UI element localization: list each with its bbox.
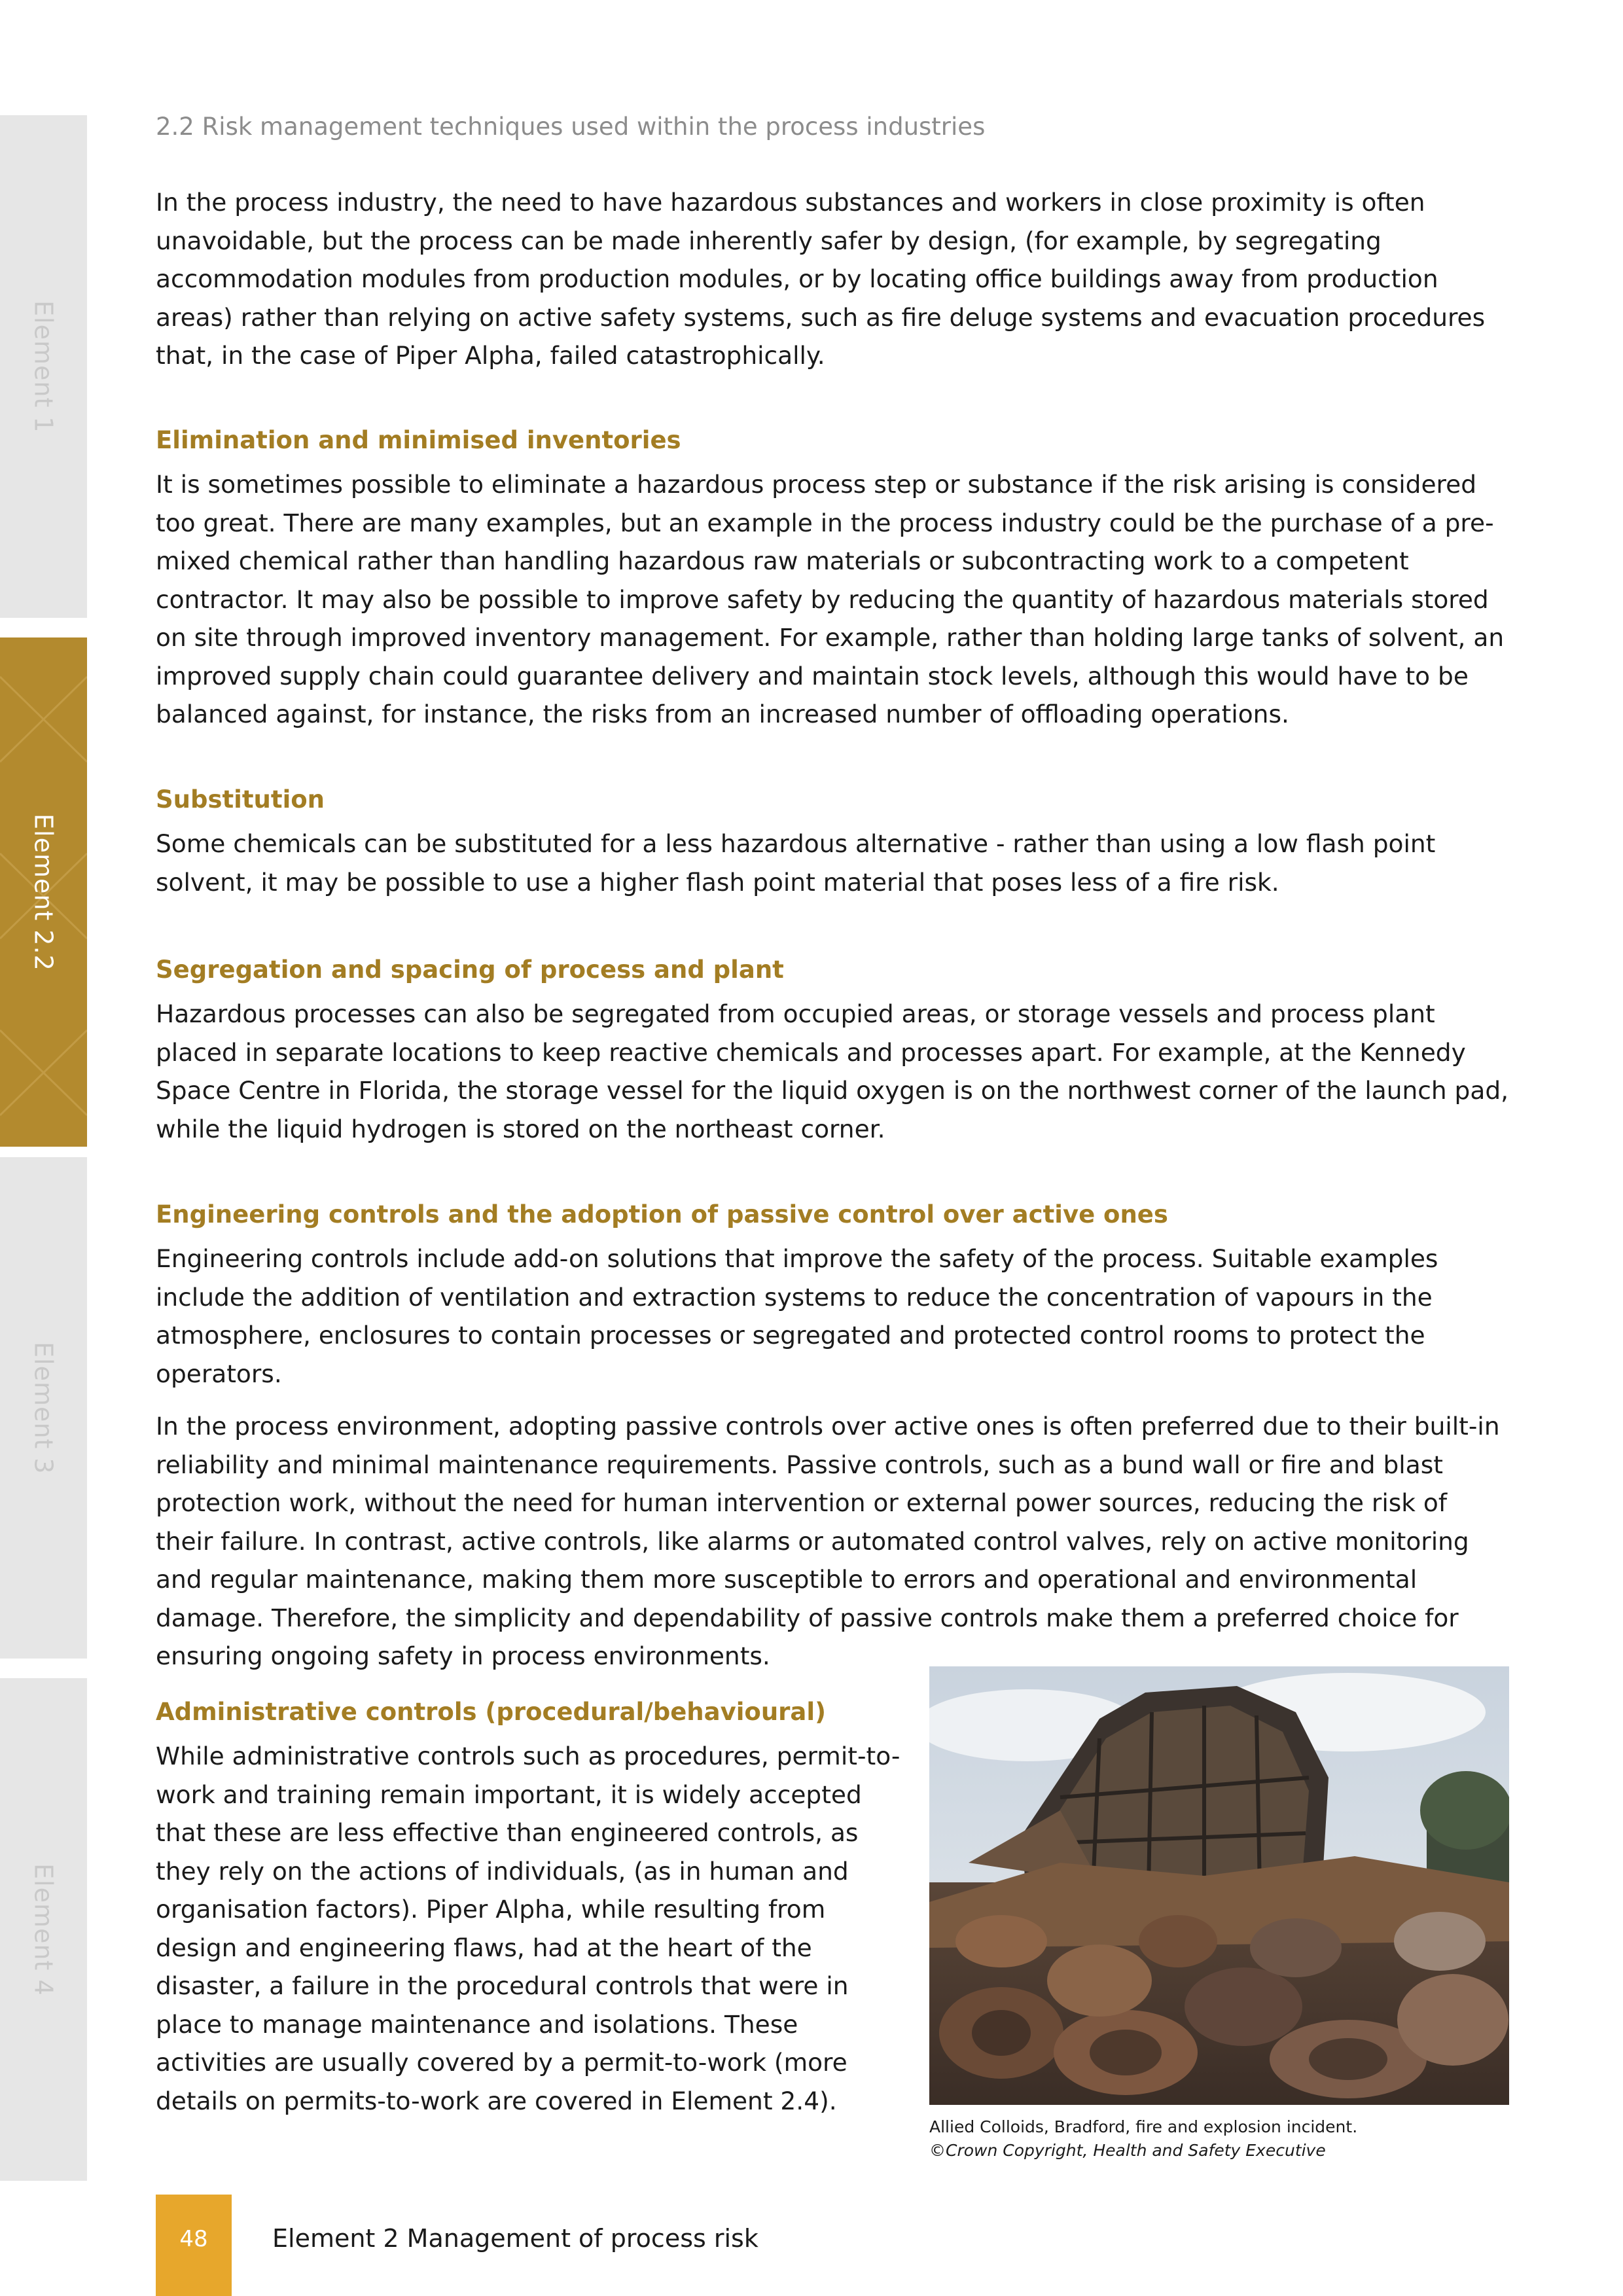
side-tab-element-2-2[interactable] [0,637,87,1147]
section-administrative [156,1694,908,2120]
section-paragraph: While administrative controls such as procedures, permit-to-work and training remain important, it is widely accepted that these are less effective than engineered controls, as they rely on the actions of individuals, (as in human and organisation factors). Piper Alpha, while resulting from design and engineering flaws, had at the heart of the disaster, a failure in the procedural controls that were in place to manage maintenance and isolations. These activities are usually covered by a permit-to-work (more details on permits-to-work are covered in Element 2.4). [156,1742,901,2115]
side-tab-element-1[interactable] [0,115,87,618]
section-segregation [156,952,1510,1148]
fire-damage-photo [929,1666,1509,2105]
section-paragraph: Some chemicals can be substituted for a less hazardous alternative - rather than using a low flash point solvent, it may be possible to use a higher flash point material that poses less of a fire risk. [156,829,1436,897]
section-paragraph: It is sometimes possible to eliminate a hazardous process step or substance if the risk arising is considered too great. There are many examples, but an example in the process industry could be the purchase of a pre-mixed chemical rather than handling hazardous raw materials or subcontracting work to a competent contractor. It may also be possible to improve safety by reducing the quantity of hazardous materials stored on site through improved inventory management. For example, rather than holding large tanks of solvent, an improved supply chain could guarantee delivery and maintain stock levels, although this would have to be balanced against, for instance, the risks from an increased number of offloading operations. [156,470,1505,728]
footer-title: Element 2 Management of process risk [272,2224,758,2253]
caption-credit: ©Crown Copyright, Health and Safety Executive [929,2141,1326,2160]
section-substitution [156,781,1510,901]
section-paragraph: Engineering controls include add-on solutions that improve the safety of the process. Suitable examples include the addition of ventilation and extraction systems to reduce the concentration of vapours in the atmosphere, enclosures to contain processes or segregated and protected control rooms to protect the operators. [156,1244,1438,1388]
section-heading: Elimination and minimised inventories [156,426,681,454]
side-tab-label: Element 4 [29,1863,58,1996]
page-number-box [156,2195,232,2296]
side-tab-element-3[interactable] [0,1157,87,1659]
intro-block [156,183,1510,375]
side-tab-label: Element 2.2 [29,813,58,971]
section-paragraph: Hazardous processes can also be segregated from occupied areas, or storage vessels and process plant placed in separate locations to keep reactive chemicals and processes apart. For example, at the Kennedy Space Centre in Florida, the storage vessel for the liquid oxygen is on the northwest corner of the launch pad, while the liquid hydrogen is stored on the northeast corner. [156,999,1509,1143]
section-heading: Substitution [156,785,325,814]
page-number: 48 [179,2226,208,2252]
side-tab-element-4[interactable] [0,1678,87,2181]
side-tab-label: Element 3 [29,1341,58,1475]
section-engineering [156,1196,1510,1676]
section-paragraph: In the process environment, adopting passive controls over active ones is often preferred due to their built-in reliability and minimal maintenance requirements. Passive controls, such as a bund wall or fire and blast protection work, without the need for human intervention or external power sources, reducing the risk of their failure. In contrast, active controls, like alarms or automated control valves, rely on active monitoring and regular maintenance, making them more susceptible to errors and operational and environmental damage. Therefore, the simplicity and dependability of passive controls make them a preferred choice for ensuring ongoing safety in process environments. [156,1412,1500,1670]
intro-paragraph: In the process industry, the need to have hazardous substances and workers in close proximity is often unavoidable, but the process can be made inherently safer by design, (for example, by segregating accommodation modules from production modules, or by locating office buildings away from production areas) rather than relying on active safety systems, such as fire deluge systems and evacuation procedures that, in the case of Piper Alpha, failed catastrophically. [156,188,1486,370]
side-tab-label: Element 1 [29,300,58,433]
section-elimination [156,422,1510,734]
caption-text: Allied Colloids, Bradford, fire and explosion incident. [929,2117,1358,2136]
section-heading: Segregation and spacing of process and plant [156,956,784,984]
figure-caption [929,2115,1518,2162]
section-heading: Administrative controls (procedural/behavioural) [156,1698,826,1726]
section-heading: Engineering controls and the adoption of passive control over active ones [156,1200,1168,1229]
running-head: 2.2 Risk management techniques used within the process industries [156,113,986,141]
